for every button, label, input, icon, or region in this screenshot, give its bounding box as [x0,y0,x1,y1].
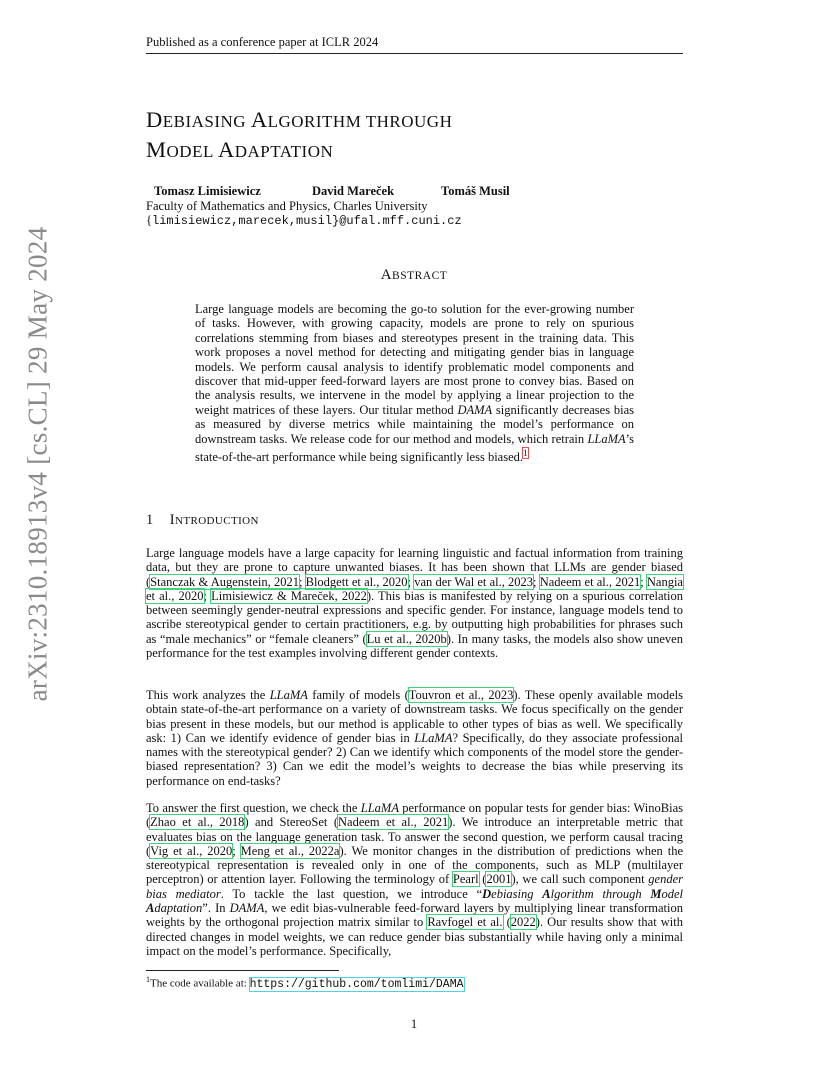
citation-link[interactable]: Touvron et al., 2023 [408,688,514,702]
affiliation: Faculty of Mathematics and Physics, Charles University [146,199,428,213]
author-1: Tomasz Limisiewicz [154,184,261,198]
author-names [154,184,510,199]
citation-link[interactable]: Nadeem et al., 2021 [539,574,641,589]
code-url-link[interactable]: https://github.com/tomlimi/DAMA [249,977,464,991]
footnote-link[interactable]: 1 [523,448,528,459]
citation-link[interactable]: Vig et al., 2020 [150,843,233,858]
title-line-2: MODEL ADAPTATION [146,137,334,162]
abstract-heading: ABSTRACT [380,267,448,283]
arxiv-id: arXiv:2310.18913v4 [cs.CL] 29 May 2024 [22,226,53,702]
abstract-body: Large language models are becoming the go-to solution for the ever-growing number of tasks. However, with growing capacity, models are prone to rely on spurious correlations stemming from biases and stereotypes present in the training data. This work proposes a novel method for detecting and mitigating gender bias in language models. We perform causal analysis to identify problematic model components and discover that mid-upper feed-forward layers are most prone to convey bias. Based on the analysis results, we intervene in the model by applying a linear projection to the weight matrices of these layers. Our titular method DAMA significantly decreases bias as measured by diverse metrics while maintaining the model’s performance on downstream tasks. We release code for our method and models, which retrain LLaMA’s state-of-the-art performance while being significantly less biased.$^1$ [195,302,634,465]
citation-link[interactable]: Stanczak & Augenstein, 2021 [150,574,299,589]
paper-title [146,106,452,166]
citation-link[interactable]: Zhao et al., 2018 [150,815,245,830]
citation-link[interactable]: Meng et al., 2022a [240,843,340,858]
intro-paragraph-1: Large language models have a large capacity for learning linguistic and factual information from training data, but they are prone to capture unwanted biases. It has been shown that LLMs are gender biased (Stanczak & Augenstein, 2021; Blodgett et al., 2020; van der Wal et al., 2023; Nadeem et al., 2021; Nangia et al., 2020; Limisiewicz & Mareček, 2022). This bias is manifested by relying on a spurious correlation between seemingly gender-neutral expressions and specific gender. For instance, language models tend to ascribe stereotypical gender to certain practitioners, e.g. by outputting high probabilities for phrases such as “male mechanics” or “female cleaners” (Lu et al., 2020b). In many tasks, the models also show uneven performance for the test examples involving different gender contexts. [146,546,684,661]
intro-paragraph-2: This work analyzes the LLaMA family of models (Touvron et al., 2023). These openly available models obtain state-of-the-art performance on a variety of downstream tasks. We focus specifically on the gender bias present in these models, but our method is applicable to other types of bias as well. We specifically ask: 1) Can we identify evidence of gender bias in LLaMA? Specifically, do they associate professional names with the stereotypical gender? 2) Can we identify which components of the model store the gender-biased representation? 3) Can we edit the model’s weights to decrease the bias while preserving its performance on end-tasks? [146,688,683,788]
citation-link[interactable]: Nadeem et al., 2021 [338,815,449,830]
citation-link[interactable]: Nangia et al., 2020 [146,574,683,603]
citation-link[interactable]: Blodgett et al., 2020 [305,574,408,589]
citation-link[interactable]: 2001 [486,872,512,887]
intro-paragraph-3: To answer the first question, we check the LLaMA performance on popular tests for gender bias: WinoBias (Zhao et al., 2018) and StereoSet (Nadeem et al., 2021). We introduce an interpretable metric that evaluates bias on the language generation task. To answer the second question, we perform causal tracing (Vig et al., 2020; Meng et al., 2022a). We monitor changes in the distribution of predictions when the stereotypical representation is revealed only in one of the components, such as MLP (multilayer perceptron) or attention layer. Following the terminology of Pearl (2001), we call such component gender bias mediator. To tackle the last question, we introduce “Debiasing Algorithm through Model Adaptation”. In DAMA, we edit bias-vulnerable feed-forward layers by multiplying linear transformation weights by the orthogonal projection matrix similar to Ravfogel et al. (2022). Our results show that with directed changes in model weights, we can reduce gender bias substantially while having only a minimal impact on the model’s performance. Specifically, [146,801,684,958]
page-number: 1 [410,1017,418,1031]
citation-link[interactable]: van der Wal et al., 2023 [414,574,534,589]
author-3: Tomáš Musil [441,184,510,198]
citation-link[interactable]: Pearl [452,872,479,887]
author-email: {limisiewicz,marecek,musil}@ufal.mff.cuni.cz [146,213,462,228]
section-heading-introduction: 1 INTRODUCTION [146,512,259,528]
footnote-number: 1 [146,975,150,984]
arxiv-sidebar [18,226,58,702]
citation-link[interactable]: 2022 [510,915,536,930]
citation-link[interactable]: Ravfogel et al. [427,915,503,930]
citation-link[interactable]: Limisiewicz & Mareček, 2022 [211,588,367,603]
header-rule [146,53,683,54]
running-header: Published as a conference paper at ICLR 2024 [146,35,379,49]
citation-link[interactable]: Lu et al., 2020b [366,631,447,646]
footnote: $^1$The code available at: https://github.com/tomlimi/DAMA [146,975,464,991]
author-2: David Mareček [312,184,395,198]
title-line-1: DEBIASING ALGORITHM THROUGH [146,107,453,132]
footnote-rule [146,970,339,971]
